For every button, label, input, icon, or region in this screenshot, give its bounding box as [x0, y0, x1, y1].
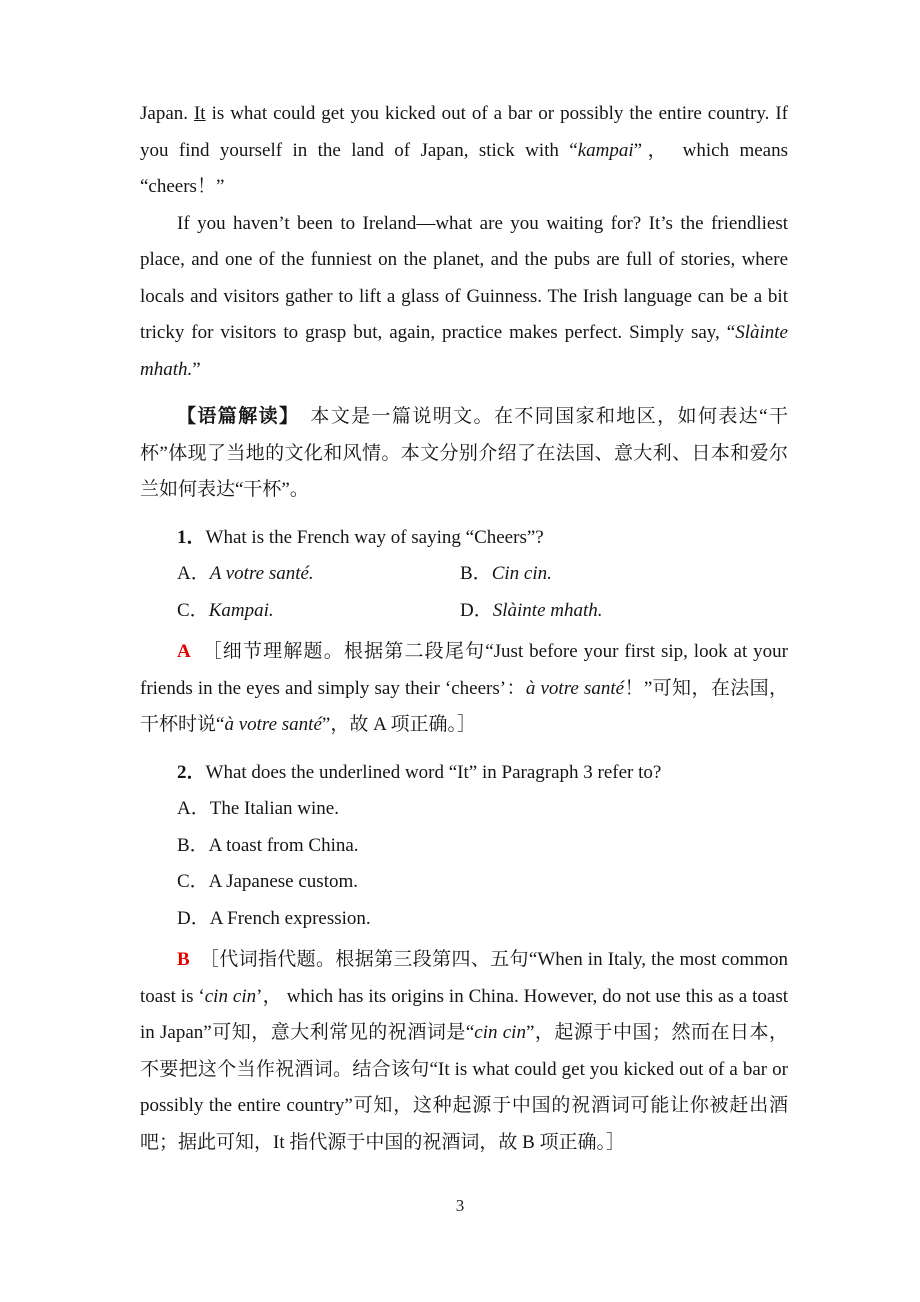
document-content — [140, 96, 788, 1161]
question-2-option-b: B．A toast from China. — [177, 834, 359, 856]
question-1-stem: 1．What is the French way of saying “Cheers”? — [177, 526, 544, 548]
question-2-option-d: D．A French expression. — [177, 907, 371, 929]
passage-paragraph-continuation: Japan. It is what could get you kicked out of a bar or possibly the entire country. If you find yourself in the land of Japan, stick with “kampai”， which means “cheers！” — [140, 103, 788, 197]
question-1-option-d: D．Slàinte mhath. — [460, 599, 603, 621]
question-1-option-c: C．Kampai. — [177, 599, 274, 621]
question-1-option-b: B．Cin cin. — [460, 563, 552, 584]
page-number: 3 — [455, 1196, 465, 1215]
question-1-answer-explanation: A ［细节理解题。根据第二段尾句“Just before your first sip, look at your friends in the eyes and simply say their ‘cheers’：à votre santé！”可知，在法国，干杯时说“à votre santé”，故 A 项正确。］ — [140, 641, 788, 735]
question-2-stem: 2．What does the underlined word “It” in Paragraph 3 refer to? — [177, 761, 662, 783]
question-2-answer-explanation: B ［代词指代题。根据第三段第四、五句“When in Italy, the most common toast is ‘cin cin’， which has its origins in China. However, do not use this as a toast in Japan”可知，意大利常见的祝酒词是“cin cin”，起源于中国；然而在日本，不要把这个当作祝酒词。结合该句“It is what could get you kicked out of a bar or possibly the entire country”可知，这种起源于中国的祝酒词可能让你被赶出酒吧；据此可知，It 指代源于中国的祝酒词，故 B 项正确。］ — [140, 949, 789, 1153]
question-1-options-row-1 — [177, 556, 788, 593]
passage-paragraph-ireland: If you haven’t been to Ireland—what are you waiting for? It’s the friendliest place, and one of the funniest on the planet, and the pubs are full of stories, where locals and visitors gather to lift a glass of Guinness. The Irish language can be a bit tricky for visitors to grasp but, again, practice makes perfect. Simply say, “Slàinte mhath.” — [140, 212, 788, 380]
question-2-option-a: A．The Italian wine. — [177, 798, 339, 819]
question-1-options — [140, 556, 788, 629]
question-1-options-row-2 — [177, 593, 788, 630]
passage-analysis: 【语篇解读】 本文是一篇说明文。在不同国家和地区，如何表达“干杯”体现了当地的文化和风情。本文分别介绍了在法国、意大利、日本和爱尔兰如何表达“干杯”。 — [140, 406, 788, 500]
question-1-option-a: A．A votre santé. — [177, 563, 314, 584]
question-2-option-c: C．A Japanese custom. — [177, 871, 359, 892]
